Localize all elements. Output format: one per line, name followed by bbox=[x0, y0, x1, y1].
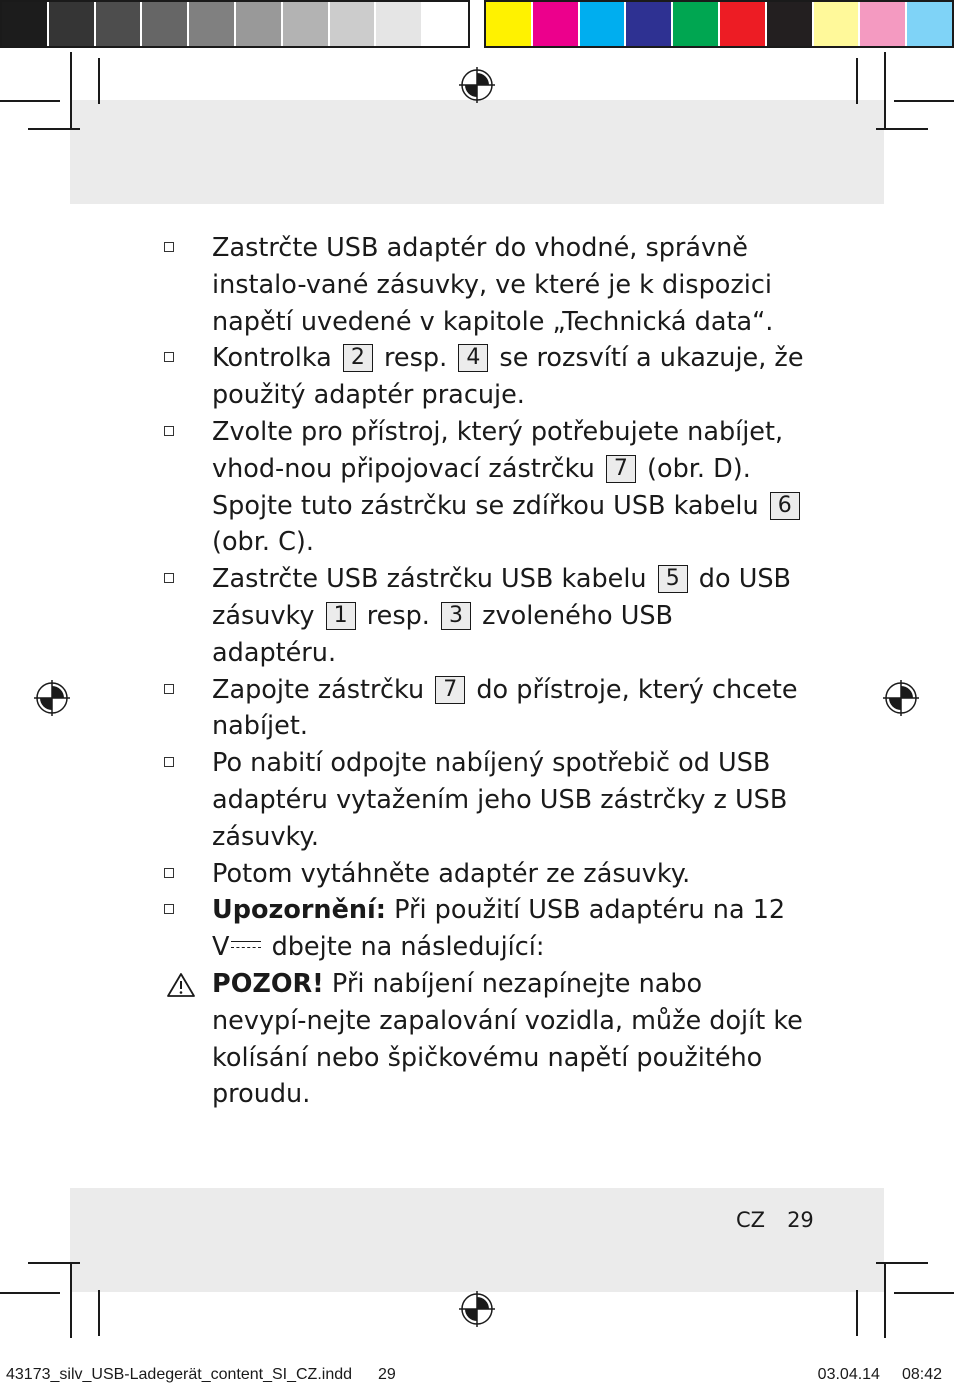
instruction-text: Zvolte pro přístroj, který potřebujete nabíjet, vhod-nou připojovací zástrčku bbox=[212, 416, 784, 484]
instruction-item bbox=[164, 745, 804, 855]
color-swatch bbox=[720, 2, 767, 46]
instruction-text: Zastrčte USB zástrčku USB kabelu bbox=[212, 564, 647, 595]
instruction-item bbox=[164, 856, 804, 893]
grayscale-bar bbox=[0, 0, 470, 48]
gray-swatch bbox=[330, 2, 377, 46]
crop-mark bbox=[894, 1292, 954, 1294]
color-bar bbox=[484, 0, 954, 48]
part-reference: 1 bbox=[326, 602, 356, 630]
instruction-text: (obr. C). bbox=[212, 527, 314, 558]
checkbox-bullet-icon bbox=[164, 904, 174, 914]
warning-item bbox=[164, 966, 804, 1113]
instruction-text: zvoleného USB adaptéru. bbox=[212, 600, 674, 668]
part-reference: 7 bbox=[606, 455, 636, 483]
crop-mark bbox=[894, 100, 954, 102]
instruction-item bbox=[164, 561, 804, 671]
registration-mark-icon bbox=[883, 680, 919, 716]
slug-time: 08:42 bbox=[901, 1366, 942, 1383]
print-slug-file bbox=[6, 1366, 396, 1384]
instruction-text: resp. bbox=[384, 343, 448, 374]
crop-mark bbox=[28, 128, 80, 130]
color-swatch bbox=[860, 2, 907, 46]
checkbox-bullet-icon bbox=[164, 757, 174, 767]
crop-mark bbox=[884, 52, 886, 128]
crop-mark bbox=[0, 100, 60, 102]
checkbox-bullet-icon bbox=[164, 242, 174, 252]
direct-current-icon bbox=[231, 939, 261, 953]
instruction-item bbox=[164, 672, 804, 746]
warning-label: POZOR! bbox=[212, 968, 324, 999]
color-swatch bbox=[486, 2, 533, 46]
color-swatch bbox=[580, 2, 627, 46]
instruction-item bbox=[164, 340, 804, 414]
crop-mark bbox=[856, 1290, 858, 1336]
part-reference: 2 bbox=[343, 344, 373, 372]
voltage-value: 12 V bbox=[212, 895, 786, 963]
header-band bbox=[70, 100, 884, 204]
color-swatch bbox=[533, 2, 580, 46]
warning-text: Při nabíjení nezapínejte nabo nevypí-nejte zapalování vozidla, může dojít ke kolísání nebo špičkovému napětí použitého proudu. bbox=[212, 968, 803, 1110]
checkbox-bullet-icon bbox=[164, 573, 174, 583]
checkbox-bullet-icon bbox=[164, 684, 174, 694]
instruction-item bbox=[164, 414, 804, 561]
crop-mark bbox=[28, 1262, 80, 1264]
registration-mark-icon bbox=[34, 680, 70, 716]
gray-swatch bbox=[96, 2, 143, 46]
page-number: 29 bbox=[787, 1208, 814, 1232]
instruction-text: (obr. D). Spojte tuto zástrčku se zdířkou USB kabelu bbox=[212, 453, 759, 521]
note-label: Upozornění: bbox=[212, 895, 386, 926]
part-reference: 7 bbox=[435, 676, 465, 704]
color-swatch bbox=[626, 2, 673, 46]
instruction-text: dbejte na následující: bbox=[271, 932, 545, 963]
checkbox-bullet-icon bbox=[164, 352, 174, 362]
gray-swatch bbox=[283, 2, 330, 46]
crop-mark bbox=[0, 1292, 60, 1294]
page-number-block bbox=[736, 1208, 814, 1232]
gray-swatch bbox=[142, 2, 189, 46]
slug-filename: 43173_silv_USB-Ladegerät_content_SI_CZ.indd bbox=[6, 1366, 353, 1383]
instruction-text: Potom vytáhněte adaptér ze zásuvky. bbox=[212, 858, 691, 889]
slug-date: 03.04.14 bbox=[817, 1366, 880, 1383]
instruction-text: resp. bbox=[366, 600, 430, 631]
part-reference: 3 bbox=[441, 602, 471, 630]
checkbox-bullet-icon bbox=[164, 426, 174, 436]
instruction-text: se rozsvítí a ukazuje, že použitý adaptér pracuje. bbox=[212, 343, 804, 411]
gray-swatch bbox=[49, 2, 96, 46]
gray-swatch bbox=[423, 2, 468, 46]
instruction-text: Zastrčte USB adaptér do vhodné, správně instalo-vané zásuvky, ve které je k dispozici napětí uvedené v kapitole „Technická data“. bbox=[212, 233, 774, 337]
print-slug-timestamp bbox=[818, 1366, 942, 1384]
language-code: CZ bbox=[736, 1208, 766, 1232]
crop-mark bbox=[884, 1262, 886, 1338]
crop-mark bbox=[856, 58, 858, 104]
part-reference: 4 bbox=[458, 344, 488, 372]
checkbox-bullet-icon bbox=[164, 868, 174, 878]
color-swatch bbox=[907, 2, 952, 46]
warning-triangle-icon bbox=[166, 972, 196, 998]
note-item bbox=[164, 892, 804, 966]
instruction-text: do přístroje, který chcete nabíjet. bbox=[212, 674, 798, 742]
instruction-text: Po nabití odpojte nabíjený spotřebič od USB adaptéru vytažením jeho USB zástrčky z USB zásuvky. bbox=[212, 748, 788, 852]
part-reference: 5 bbox=[658, 565, 688, 593]
registration-mark-icon bbox=[459, 1291, 495, 1327]
color-swatch bbox=[673, 2, 720, 46]
gray-swatch bbox=[376, 2, 423, 46]
footer-band bbox=[70, 1188, 884, 1292]
part-reference: 6 bbox=[770, 492, 800, 520]
crop-mark bbox=[70, 52, 72, 128]
gray-swatch bbox=[2, 2, 49, 46]
instruction-text: Kontrolka bbox=[212, 343, 332, 374]
instruction-text: Zapojte zástrčku bbox=[212, 674, 425, 705]
crop-mark bbox=[70, 1262, 72, 1338]
instruction-text: do USB zásuvky bbox=[212, 564, 792, 631]
crop-mark bbox=[98, 1290, 100, 1336]
color-swatch bbox=[814, 2, 861, 46]
crop-mark bbox=[98, 58, 100, 104]
registration-mark-icon bbox=[459, 67, 495, 103]
instruction-list bbox=[164, 230, 804, 1113]
gray-swatch bbox=[236, 2, 283, 46]
instruction-item bbox=[164, 230, 804, 340]
crop-mark bbox=[876, 128, 928, 130]
slug-page: 29 bbox=[378, 1366, 396, 1383]
gray-swatch bbox=[189, 2, 236, 46]
color-swatch bbox=[767, 2, 814, 46]
instruction-text: Při použití USB adaptéru na bbox=[394, 895, 745, 926]
